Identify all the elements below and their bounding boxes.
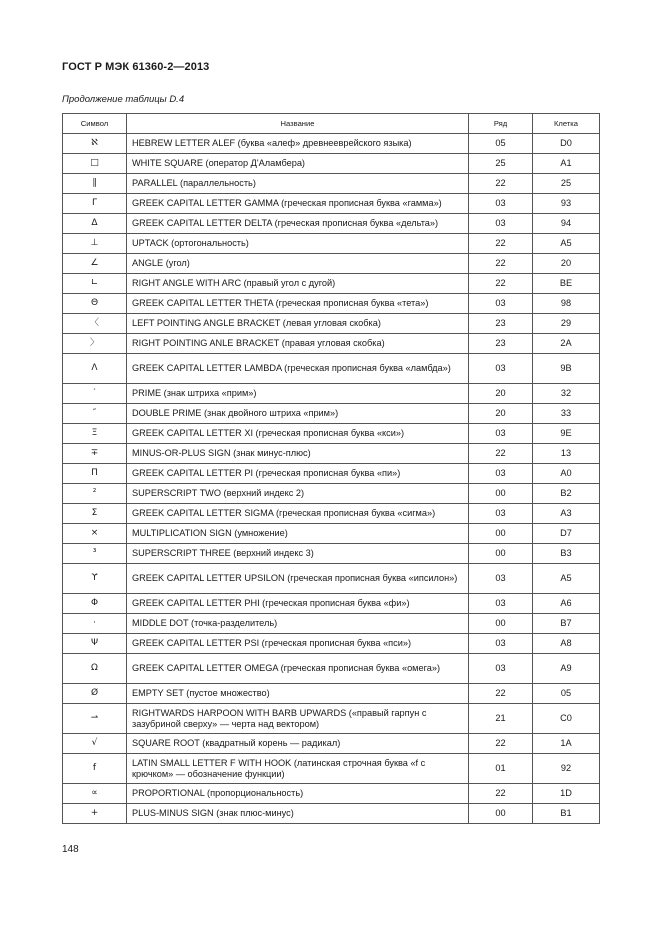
symbol-cell: Ξ — [63, 424, 127, 444]
name-cell: RIGHTWARDS HARPOON WITH BARB UPWARDS («правый гарпун с зазубриной сверху» — черта над вектором) — [127, 704, 469, 734]
name-cell: PROPORTIONAL (пропорциональность) — [127, 784, 469, 804]
symbol-cell: ∟ — [63, 274, 127, 294]
code-cell: A6 — [533, 594, 600, 614]
symbol-cell: ′ — [63, 384, 127, 404]
table-row — [63, 154, 600, 174]
symbol-cell: 〈 — [63, 314, 127, 334]
code-cell: BE — [533, 274, 600, 294]
name-cell: GREEK CAPITAL LETTER LAMBDA (греческая прописная буква «ламбда») — [127, 354, 469, 384]
symbol-cell: Ø — [63, 684, 127, 704]
symbol-cell: ⊥ — [63, 234, 127, 254]
row-cell: 03 — [469, 564, 533, 594]
name-cell: GREEK CAPITAL LETTER THETA (греческая прописная буква «тета») — [127, 294, 469, 314]
table-row — [63, 194, 600, 214]
row-cell: 03 — [469, 424, 533, 444]
symbol-cell: ∥ — [63, 174, 127, 194]
code-cell: B3 — [533, 544, 600, 564]
name-cell: SUPERSCRIPT THREE (верхний индекс 3) — [127, 544, 469, 564]
name-cell: LATIN SMALL LETTER F WITH HOOK (латинская строчная буква «f с крючком» — обозначение функции) — [127, 754, 469, 784]
name-cell: PARALLEL (параллельность) — [127, 174, 469, 194]
symbol-cell: ″ — [63, 404, 127, 424]
symbol-cell: f — [63, 754, 127, 784]
code-cell: A0 — [533, 464, 600, 484]
row-cell: 03 — [469, 634, 533, 654]
name-cell: RIGHT POINTING ANLE BRACKET (правая угловая скобка) — [127, 334, 469, 354]
name-cell: RIGHT ANGLE WITH ARC (правый угол с дугой) — [127, 274, 469, 294]
row-cell: 21 — [469, 704, 533, 734]
symbol-cell: ² — [63, 484, 127, 504]
table-row — [63, 234, 600, 254]
code-cell: A5 — [533, 564, 600, 594]
table-row — [63, 564, 600, 594]
code-cell: 05 — [533, 684, 600, 704]
table-row — [63, 704, 600, 734]
code-cell: B2 — [533, 484, 600, 504]
row-cell: 03 — [469, 504, 533, 524]
name-cell: MINUS-OR-PLUS SIGN (знак минус-плюс) — [127, 444, 469, 464]
code-cell: 98 — [533, 294, 600, 314]
table-row — [63, 684, 600, 704]
name-cell: GREEK CAPITAL LETTER PSI (греческая прописная буква «пси») — [127, 634, 469, 654]
code-cell: 93 — [533, 194, 600, 214]
row-cell: 22 — [469, 784, 533, 804]
code-cell: 2A — [533, 334, 600, 354]
table-row — [63, 404, 600, 424]
table-row — [63, 654, 600, 684]
symbol-cell: Γ — [63, 194, 127, 214]
table-caption: Продолжение таблицы D.4 — [62, 94, 185, 105]
name-cell: GREEK CAPITAL LETTER SIGMA (греческая прописная буква «сигма») — [127, 504, 469, 524]
symbol-cell: 〉 — [63, 334, 127, 354]
row-cell: 23 — [469, 334, 533, 354]
code-cell: 20 — [533, 254, 600, 274]
row-cell: 20 — [469, 404, 533, 424]
symbol-cell: ℵ — [63, 134, 127, 154]
column-header-name: Название — [127, 114, 469, 134]
symbol-cell: Δ — [63, 214, 127, 234]
row-cell: 03 — [469, 354, 533, 384]
name-cell: HEBREW LETTER ALEF (буква «алеф» древнееврейского языка) — [127, 134, 469, 154]
column-header-symbol: Символ — [63, 114, 127, 134]
name-cell: GREEK CAPITAL LETTER PI (греческая прописная буква «пи») — [127, 464, 469, 484]
symbol-cell: ϒ — [63, 564, 127, 594]
table-row — [63, 734, 600, 754]
name-cell: UPTACK (ортогональность) — [127, 234, 469, 254]
code-cell: D0 — [533, 134, 600, 154]
row-cell: 22 — [469, 684, 533, 704]
name-cell: MIDDLE DOT (точка-разделитель) — [127, 614, 469, 634]
name-cell: ANGLE (угол) — [127, 254, 469, 274]
row-cell: 03 — [469, 594, 533, 614]
row-cell: 25 — [469, 154, 533, 174]
row-cell: 00 — [469, 544, 533, 564]
name-cell: SUPERSCRIPT TWO (верхний индекс 2) — [127, 484, 469, 504]
code-cell: 1A — [533, 734, 600, 754]
row-cell: 03 — [469, 194, 533, 214]
document-header: ГОСТ Р МЭК 61360-2—2013 — [62, 61, 210, 73]
table-row — [63, 314, 600, 334]
row-cell: 05 — [469, 134, 533, 154]
symbol-cell: ∓ — [63, 444, 127, 464]
table-row — [63, 334, 600, 354]
code-cell: 9E — [533, 424, 600, 444]
name-cell: GREEK CAPITAL LETTER OMEGA (греческая прописная буква «омега») — [127, 654, 469, 684]
row-cell: 03 — [469, 464, 533, 484]
code-cell: 1D — [533, 784, 600, 804]
name-cell: GREEK CAPITAL LETTER XI (греческая прописная буква «кси») — [127, 424, 469, 444]
code-cell: B1 — [533, 804, 600, 824]
table-row — [63, 464, 600, 484]
row-cell: 03 — [469, 654, 533, 684]
name-cell: SQUARE ROOT (квадратный корень — радикал) — [127, 734, 469, 754]
table-row — [63, 504, 600, 524]
row-cell: 20 — [469, 384, 533, 404]
symbol-cell: + — [63, 804, 127, 824]
name-cell: EMPTY SET (пустое множество) — [127, 684, 469, 704]
name-cell: DOUBLE PRIME (знак двойного штриха «прим») — [127, 404, 469, 424]
table-row — [63, 484, 600, 504]
code-cell: 29 — [533, 314, 600, 334]
name-cell: MULTIPLICATION SIGN (умножение) — [127, 524, 469, 544]
name-cell: LEFT POINTING ANGLE BRACKET (левая угловая скобка) — [127, 314, 469, 334]
symbol-cell: ³ — [63, 544, 127, 564]
row-cell: 22 — [469, 174, 533, 194]
table-row — [63, 784, 600, 804]
table-row — [63, 444, 600, 464]
table-row — [63, 384, 600, 404]
code-cell: A1 — [533, 154, 600, 174]
symbol-cell: · — [63, 614, 127, 634]
code-cell: 94 — [533, 214, 600, 234]
symbol-cell: √ — [63, 734, 127, 754]
name-cell: GREEK CAPITAL LETTER PHI (греческая прописная буква «фи») — [127, 594, 469, 614]
table-row — [63, 214, 600, 234]
table-row — [63, 294, 600, 314]
row-cell: 00 — [469, 804, 533, 824]
column-header-cell: Клетка — [533, 114, 600, 134]
code-cell: A8 — [533, 634, 600, 654]
symbol-cell: Φ — [63, 594, 127, 614]
code-cell: 25 — [533, 174, 600, 194]
table-row — [63, 754, 600, 784]
table-row — [63, 614, 600, 634]
column-header-row: Ряд — [469, 114, 533, 134]
symbol-cell: Θ — [63, 294, 127, 314]
row-cell: 00 — [469, 484, 533, 504]
code-cell: C0 — [533, 704, 600, 734]
code-cell: 13 — [533, 444, 600, 464]
symbol-cell: Λ — [63, 354, 127, 384]
code-cell: 33 — [533, 404, 600, 424]
name-cell: PRIME (знак штриха «прим») — [127, 384, 469, 404]
name-cell: GREEK CAPITAL LETTER DELTA (греческая прописная буква «дельта») — [127, 214, 469, 234]
code-cell: B7 — [533, 614, 600, 634]
code-cell: 92 — [533, 754, 600, 784]
row-cell: 00 — [469, 614, 533, 634]
table-row — [63, 254, 600, 274]
page-number: 148 — [62, 844, 79, 855]
table-row — [63, 544, 600, 564]
row-cell: 23 — [469, 314, 533, 334]
row-cell: 00 — [469, 524, 533, 544]
name-cell: PLUS-MINUS SIGN (знак плюс-минус) — [127, 804, 469, 824]
table-row — [63, 354, 600, 384]
row-cell: 22 — [469, 254, 533, 274]
symbol-cell: × — [63, 524, 127, 544]
table-row — [63, 524, 600, 544]
row-cell: 03 — [469, 214, 533, 234]
code-cell: 9B — [533, 354, 600, 384]
table-row — [63, 594, 600, 614]
table-row — [63, 174, 600, 194]
symbol-cell: Ω — [63, 654, 127, 684]
table-body — [63, 134, 600, 824]
table-header-row — [63, 114, 600, 134]
row-cell: 22 — [469, 734, 533, 754]
symbol-cell: ⇀ — [63, 704, 127, 734]
table-row — [63, 424, 600, 444]
symbol-cell: □ — [63, 154, 127, 174]
row-cell: 03 — [469, 294, 533, 314]
symbol-cell: ∠ — [63, 254, 127, 274]
symbol-cell: Σ — [63, 504, 127, 524]
name-cell: WHITE SQUARE (оператор Д'Аламбера) — [127, 154, 469, 174]
name-cell: GREEK CAPITAL LETTER GAMMA (греческая прописная буква «гамма») — [127, 194, 469, 214]
row-cell: 22 — [469, 274, 533, 294]
row-cell: 01 — [469, 754, 533, 784]
row-cell: 22 — [469, 234, 533, 254]
table-row — [63, 804, 600, 824]
symbol-cell: Π — [63, 464, 127, 484]
table-row — [63, 134, 600, 154]
code-cell: 32 — [533, 384, 600, 404]
code-cell: A9 — [533, 654, 600, 684]
code-cell: A5 — [533, 234, 600, 254]
symbol-cell: ∝ — [63, 784, 127, 804]
code-cell: A3 — [533, 504, 600, 524]
name-cell: GREEK CAPITAL LETTER UPSILON (греческая прописная буква «ипсилон») — [127, 564, 469, 594]
row-cell: 22 — [469, 444, 533, 464]
symbol-cell: Ψ — [63, 634, 127, 654]
symbol-table — [62, 113, 600, 824]
table-row — [63, 274, 600, 294]
table-row — [63, 634, 600, 654]
code-cell: D7 — [533, 524, 600, 544]
